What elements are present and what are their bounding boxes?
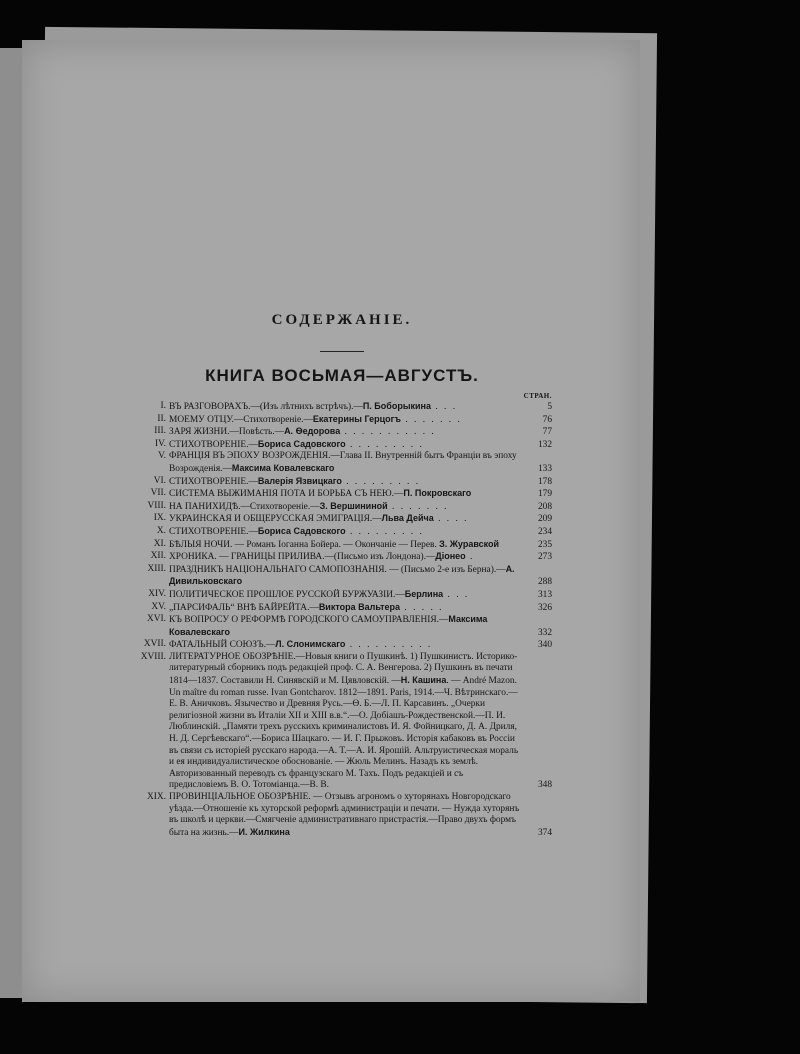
entry-text: [169, 551, 522, 564]
entry-page-number: 76: [542, 414, 552, 425]
entry-detail: —: [438, 615, 449, 626]
contents-entry: [132, 589, 552, 602]
entry-title: СИСТЕМА ВЫЖИМАНІЯ ПОТА И БОРЬБА СЪ НЕЮ.: [169, 489, 395, 500]
entry-title: ХРОНИКА. — ГРАНИЦЫ ПРИЛИВА.: [169, 552, 325, 563]
entry-number: V.: [158, 451, 166, 462]
entry-leader-dots: . . . . . . . . . .: [345, 640, 433, 651]
contents-entry: [132, 639, 552, 652]
entry-number: XVI.: [146, 614, 166, 625]
entry-title: ПОЛИТИЧЕСКОЕ ПРОШЛОЕ РУССКОЙ БУРЖУАЗІИ.: [169, 589, 396, 600]
entry-author: Екатерины Герцогъ: [312, 413, 401, 424]
entry-leader-dots: . . . . . . . . . . .: [340, 427, 436, 438]
entry-page-number: 235: [537, 539, 552, 550]
contents-entry: [132, 476, 552, 489]
entry-page-number: 208: [537, 501, 552, 512]
contents-entry: [132, 513, 552, 526]
contents-entry: [132, 451, 552, 475]
entry-title: ПРОВИНЦІАЛЬНОЕ ОБОЗРѢНІЕ.: [169, 792, 311, 802]
entry-author: А. Дивильковскаго: [169, 563, 515, 587]
contents-entry: [132, 564, 552, 589]
entry-detail: —: [265, 640, 276, 651]
entry-leader-dots: . . . . . . . . .: [345, 439, 424, 450]
entry-detail: —(Изъ лѣтнихъ встрѣчъ).—: [250, 402, 363, 412]
entry-number: XII.: [150, 551, 166, 562]
entry-number: XIII.: [147, 563, 166, 574]
entry-text: [169, 501, 522, 514]
entry-author: Максима Ковалевскаго: [169, 614, 488, 637]
entry-page-number: 313: [537, 589, 552, 600]
entry-author: Максима Ковалевскаго: [231, 462, 335, 473]
entry-page-number: 132: [537, 439, 552, 450]
entry-page-number: 374: [537, 827, 552, 838]
entry-author: П. Боборыкина: [362, 401, 431, 411]
entry-author: Н. Кашина: [400, 675, 447, 686]
entry-leader-dots: . . . . . . .: [387, 501, 449, 512]
entry-number: III.: [154, 426, 166, 437]
entry-leader-dots: . . . .: [433, 514, 469, 525]
entry-author: Бориса Садовского: [257, 438, 346, 449]
contents-entry: [132, 792, 552, 839]
contents-entry: [132, 439, 552, 452]
entry-text: [169, 451, 522, 475]
facing-page-edge: [0, 48, 24, 998]
entry-page-number: 234: [537, 526, 552, 537]
entry-text: [169, 639, 522, 652]
heading-rule: [320, 351, 364, 352]
contents-entry: [132, 614, 552, 639]
contents-entry: [132, 426, 552, 439]
entry-author: И. Жилкина: [238, 826, 290, 837]
entry-number: XI.: [153, 538, 166, 549]
book-page: [22, 40, 640, 1002]
contents-entry: [132, 501, 552, 514]
entry-text: [169, 439, 522, 452]
entry-author: П. Покровскаго: [403, 488, 472, 499]
entry-text: [169, 401, 522, 414]
pages-column-label: СТРАН.: [523, 392, 552, 400]
entry-detail: —: [248, 476, 258, 487]
entry-title: ЛИТЕРАТУРНОЕ ОБОЗРѢНІЕ.: [169, 651, 296, 662]
entry-title: НА ПАНИХИДѢ.: [169, 501, 241, 512]
entry-number: VII.: [150, 488, 166, 499]
entry-leader-dots: . . . . . . .: [400, 414, 462, 425]
entry-detail: —Глава II. Внутренній бытъ Франціи въ эпоху Возрожденія.—: [169, 451, 517, 474]
entry-text: [169, 414, 522, 427]
entry-title: КЪ ВОПРОСУ О РЕФОРМѢ ГОРОДСКОГО САМОУПРАВЛЕНІЯ.: [169, 615, 439, 626]
contents-entries: [132, 401, 552, 839]
entry-number: IX.: [153, 513, 166, 524]
entry-title: ЗАРЯ ЖИЗНИ.: [169, 427, 230, 438]
entry-number: XIV.: [148, 588, 166, 599]
entry-page-number: 273: [537, 552, 552, 563]
entry-detail: —: [248, 439, 258, 450]
entry-leader-dots: .: [465, 552, 475, 563]
entry-page-number: 5: [547, 402, 552, 412]
entry-detail: —: [248, 526, 258, 537]
entry-detail: — (Письмо 2-е изъ Берна).—: [386, 564, 506, 575]
entry-text: [169, 488, 522, 501]
entry-title: ФАТАЛЬНЫЙ СОЮЗЪ.: [169, 640, 266, 651]
entry-number: VI.: [153, 475, 166, 486]
entry-author: З. Вершининой: [319, 500, 388, 511]
contents-entry: [132, 414, 552, 427]
entry-text: [169, 426, 522, 439]
entry-title: СТИХОТВОРЕНІЕ.: [169, 439, 249, 450]
entry-text: [169, 652, 522, 792]
entry-detail: —Стихотвореніе.—: [240, 501, 320, 512]
entry-number: XV.: [151, 601, 166, 612]
entry-text: [169, 792, 522, 839]
contents-entry: [132, 526, 552, 539]
entry-page-number: 133: [537, 463, 552, 474]
contents-entry: [132, 551, 552, 564]
entry-leader-dots: . . . . .: [400, 602, 444, 613]
entry-page-number: 326: [537, 602, 552, 613]
contents-heading: СОДЕРЖАНІЕ.: [271, 312, 413, 328]
entry-number: XVIII.: [140, 651, 166, 662]
entry-detail: — Романъ Іоганна Бойера. — Окончаніе — Перев.: [232, 539, 440, 550]
entry-page-number: 77: [542, 427, 552, 438]
entry-page-number: 179: [537, 489, 552, 500]
entry-page-number: 288: [537, 577, 552, 588]
entry-number: XIX.: [146, 792, 166, 802]
entry-leader-dots: . . . . . . . . .: [345, 526, 424, 537]
entry-text: [169, 602, 522, 615]
entry-author: Льва Дейча: [381, 513, 434, 524]
entry-title: СТИХОТВОРЕНІЕ.: [169, 476, 249, 487]
contents-entry: [132, 401, 552, 414]
entry-number: II.: [157, 413, 166, 424]
entry-detail: —Новыя книги о Пушкинѣ. 1) Пушкинистъ. Историко-литературный сборникъ подъ редакціей проф. С. А. Венгерова. 2) Пушкинъ въ печати 1814—1837. Составили Н. Синявскій и М. Цявловскій. —: [169, 651, 518, 687]
entry-author: З. Журавской: [439, 538, 500, 549]
contents-entry: [132, 652, 552, 792]
entry-detail: —Повѣсть.—: [229, 427, 285, 438]
book-title: КНИГА ВОСЬМАЯ—АВГУСТЪ.: [205, 366, 479, 385]
entry-page-number: 178: [537, 476, 552, 487]
entry-detail-continued: . — André Mazon. Un maître du roman russe. Ivan Gontcharov. 1812—1891. Paris, 1914.—Ч. Вѣтринскаго.—Е. В. Аничковъ. Язычество и Древняя Русь.—Ѳ. Б.—Л. П. Карсавинъ. „Очерки религіозной жизни въ Италіи XII и XIII в.в.“.—О. Добіашъ-Рождественской.—П. И. Люблинскій. „Памяти трехъ русскихъ криминалистовъ И. Я. Фойницкаго, Д. А. Дриля, Н. Д. Сергѣевскаго“.—Бориса Шацкаго. — И. Г. Прыжовъ. Исторія кабаковъ въ Россіи въ связи съ исторіей русскаго народа.—А. Т.—А. И. Ярошій. Альтруистическая мораль и ея индивидуалистическое обоснованіе. — Жюль Мелинъ. Назадъ къ землѣ. Авторизованный переводъ съ французскаго М. Тахъ. Подъ редакціей и съ предисловіемъ В. О. Тотоміанца.—В. В.: [169, 676, 519, 791]
entry-text: [169, 589, 522, 602]
entry-text: [169, 564, 522, 589]
entry-text: [169, 526, 522, 539]
entry-page-number: 332: [537, 627, 552, 638]
entry-leader-dots: . . . . . . . . .: [341, 476, 421, 487]
entry-author: Л. Слонимскаго: [275, 639, 346, 650]
entry-detail: —Стихотвореніе.—: [233, 414, 313, 425]
entry-author: Діонео: [435, 551, 466, 562]
entry-detail: —: [395, 589, 405, 600]
contents-entry: [132, 488, 552, 501]
entry-detail: —: [309, 602, 319, 613]
entry-title: ВЪ РАЗГОВОРАХЪ.: [169, 402, 251, 412]
entry-page-number: 209: [537, 514, 552, 525]
entry-text: [169, 539, 522, 552]
table-of-contents: [132, 300, 552, 839]
entry-author: А. Ѳедорова: [284, 426, 341, 437]
entry-number: VIII.: [147, 500, 166, 511]
entry-leader-dots: . . .: [443, 589, 470, 600]
entry-author: Виктора Вальтера: [318, 601, 401, 612]
entry-author: Валерія Язвицкаго: [257, 475, 342, 486]
contents-entry: [132, 539, 552, 552]
entry-title: БѢЛЫЯ НОЧИ.: [169, 539, 233, 550]
entry-page-number: 340: [537, 640, 552, 651]
entry-title: СТИХОТВОРЕНІЕ.: [169, 526, 249, 537]
entry-text: [169, 614, 522, 639]
entry-number: I.: [160, 401, 166, 411]
entry-leader-dots: . . .: [430, 402, 458, 412]
entry-detail: —: [372, 514, 382, 525]
entry-author: Бориса Садовского: [257, 525, 346, 536]
entry-text: [169, 513, 522, 526]
entry-title: УКРАИНСКАЯ И ОБЩЕРУССКАЯ ЭМИГРАЦІЯ.: [169, 514, 373, 525]
entry-detail: — Отзывъ агрономъ о хуторянахъ Новгородскаго уѣзда.—Отношеніе къ хуторской реформѣ администраціи и печати. — Нужда хуторянъ въ школѣ и церкви.—Смягченіе административнаго пристрастія.—Право двухъ формъ быта на жизнь.—: [169, 792, 520, 838]
entry-detail: —: [394, 489, 404, 500]
entry-title: ФРАНЦІЯ ВЪ ЭПОХУ ВОЗРОЖДЕНІЯ.: [169, 451, 331, 462]
entry-author: Берлина: [404, 588, 444, 599]
entry-title: МОЕМУ ОТЦУ.: [169, 414, 234, 425]
entry-number: X.: [156, 525, 166, 536]
contents-entry: [132, 602, 552, 615]
entry-number: IV.: [154, 438, 166, 449]
entry-page-number: 348: [537, 780, 552, 791]
entry-text: [169, 476, 522, 489]
entry-number: XVII.: [143, 639, 166, 650]
entry-detail: —(Письмо изъ Лондона).—: [324, 552, 436, 563]
entry-title: „ПАРСИФАЛЬ“ ВНѢ БАЙРЕЙТА.: [169, 602, 310, 613]
entry-title: ПРАЗДНИКЪ НАЦІОНАЛЬНАГО САМОПОЗНАНІЯ.: [169, 564, 387, 575]
